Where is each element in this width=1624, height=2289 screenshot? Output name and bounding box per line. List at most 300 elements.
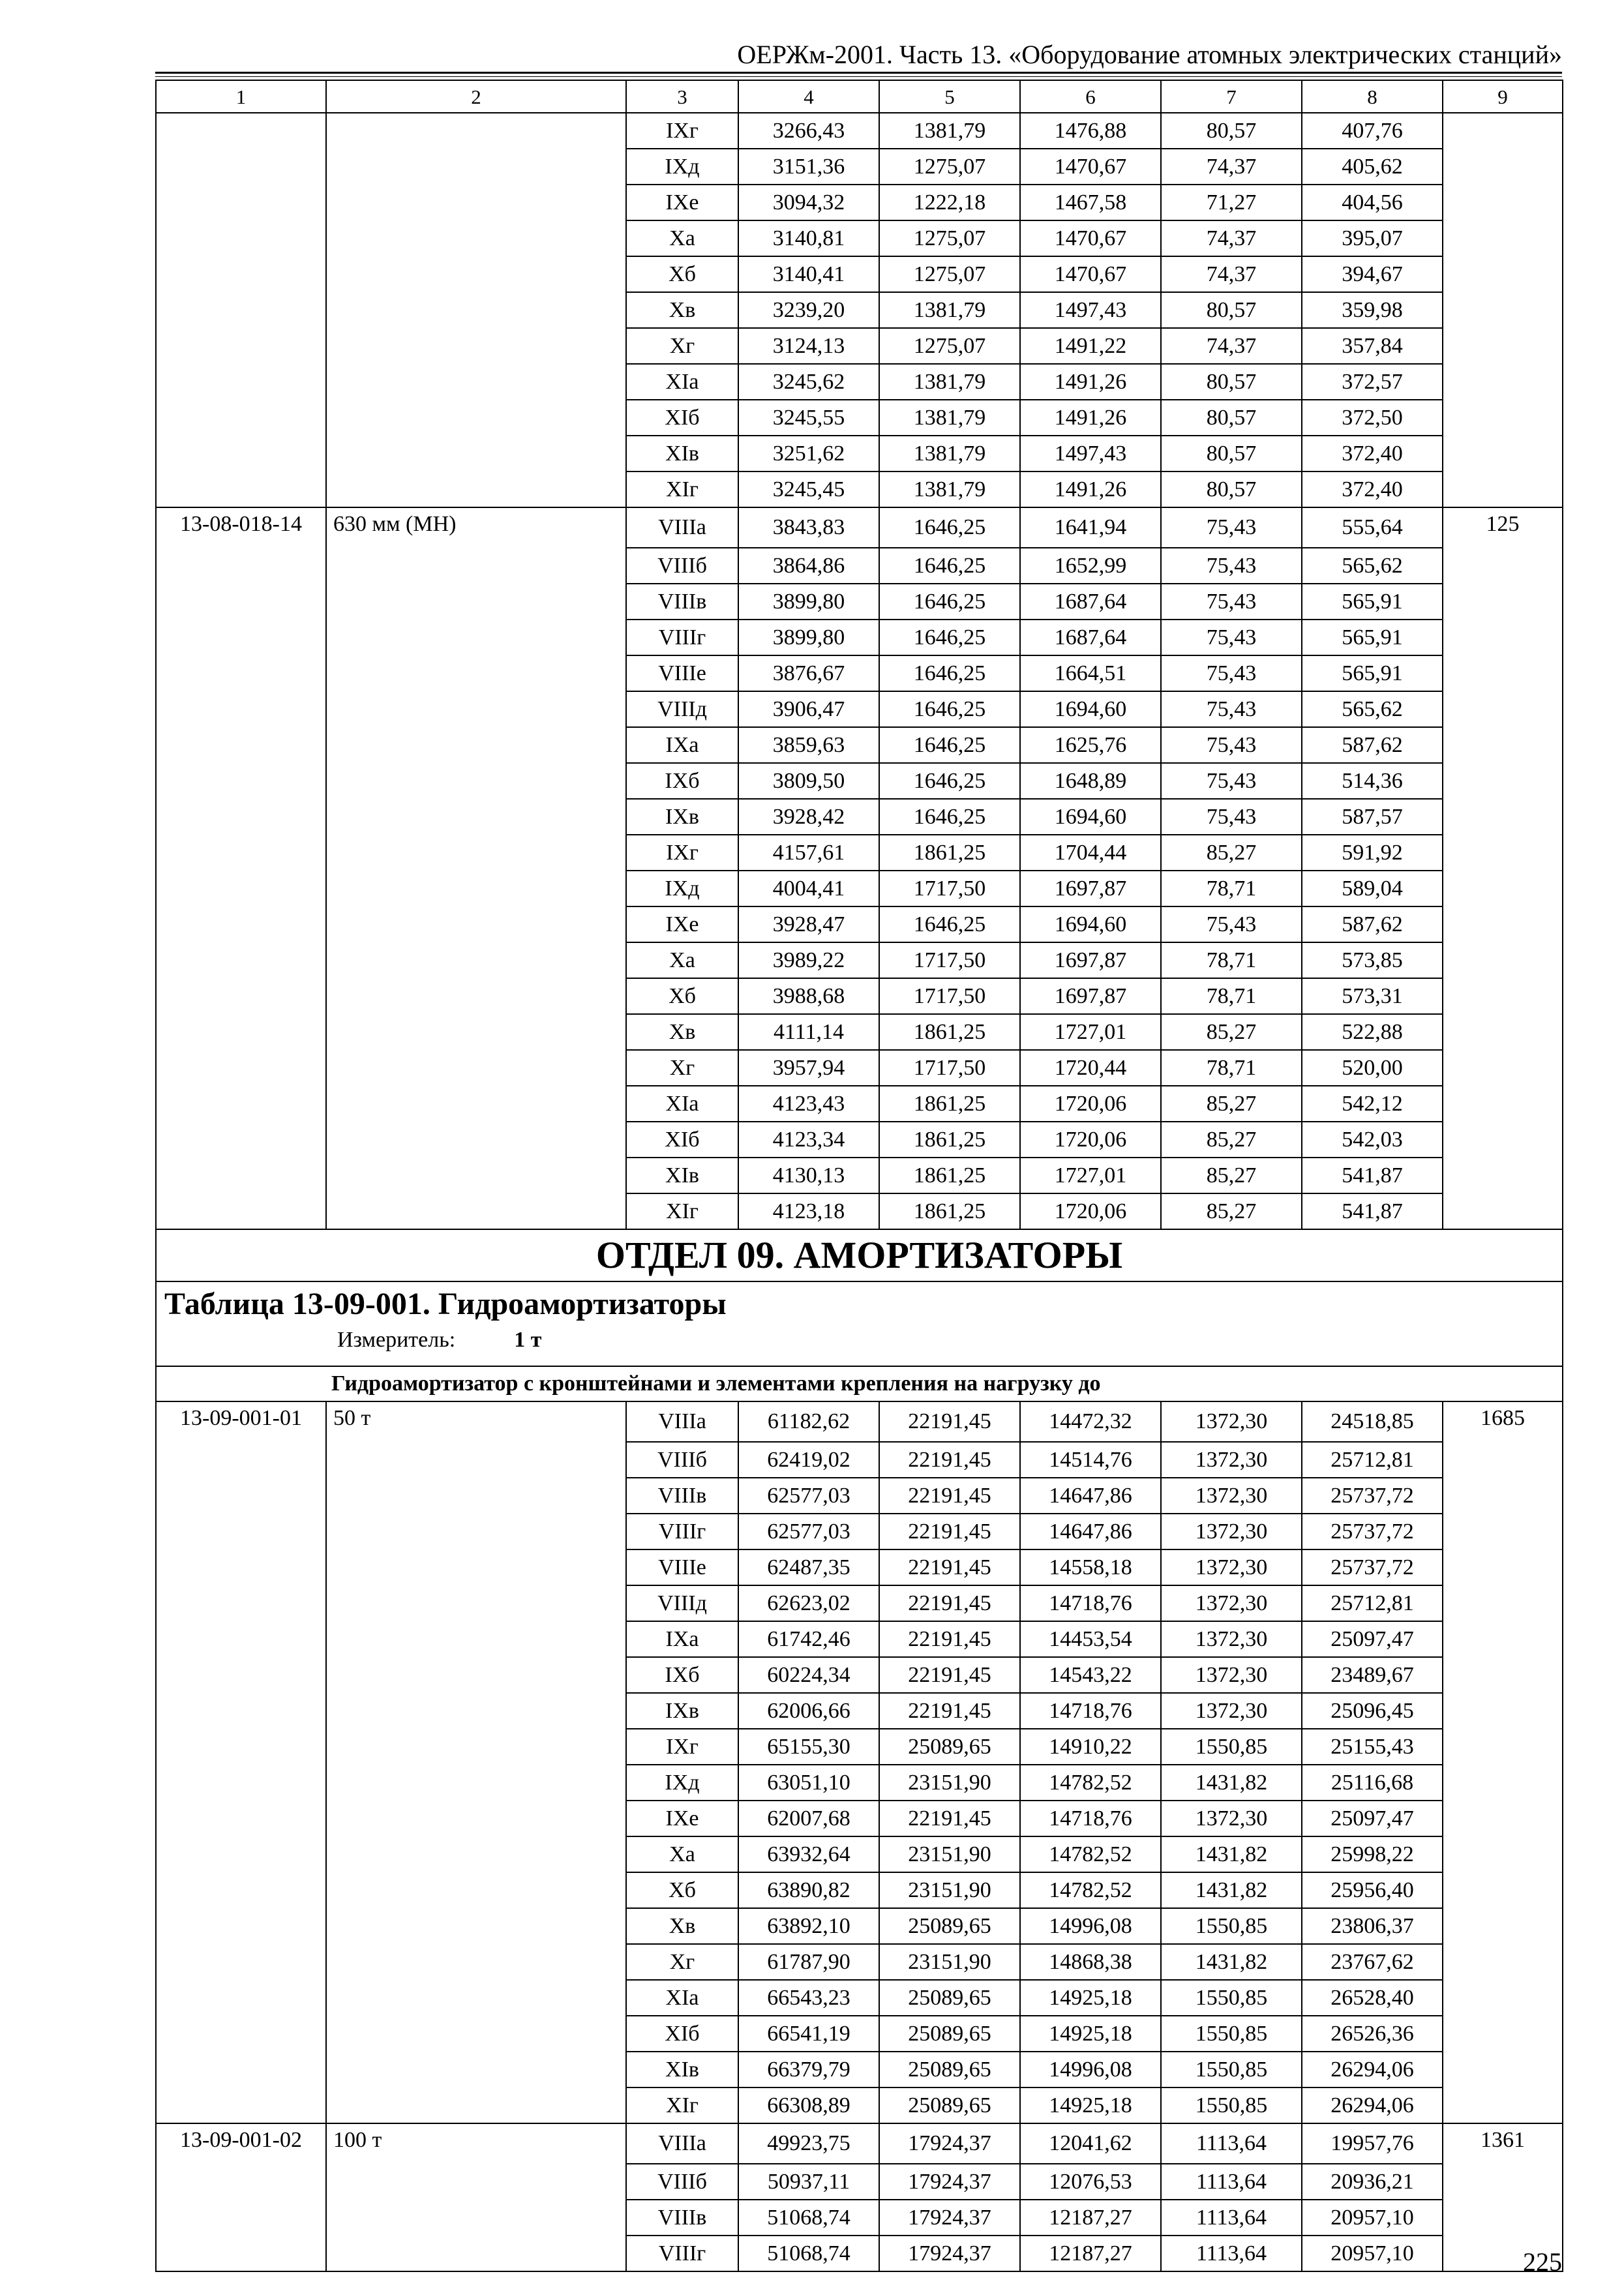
cell-value: 3245,62 xyxy=(738,364,879,400)
table-row xyxy=(156,584,1563,620)
table-row xyxy=(156,2016,1563,2052)
cell-value: 62419,02 xyxy=(738,1442,879,1478)
cell-value: 1646,25 xyxy=(879,799,1020,835)
cell-value: 14718,76 xyxy=(1020,1801,1161,1836)
cell-value: 61182,62 xyxy=(738,1401,879,1442)
cell-value: 85,27 xyxy=(1161,1086,1302,1122)
cell-name xyxy=(326,871,626,906)
table-title-row xyxy=(156,1281,1563,1366)
cell-code xyxy=(156,1872,326,1908)
cell-value: 25089,65 xyxy=(879,2052,1020,2087)
cell-value: 22191,45 xyxy=(879,1549,1020,1585)
cell-value: 1275,07 xyxy=(879,220,1020,256)
table-row xyxy=(156,691,1563,727)
cell-value: 12076,53 xyxy=(1020,2164,1161,2200)
cell-value: 74,37 xyxy=(1161,220,1302,256)
cell-value: XIв xyxy=(626,436,738,471)
table-row xyxy=(156,727,1563,763)
cell-value: IXа xyxy=(626,1621,738,1657)
cell-value: 78,71 xyxy=(1161,978,1302,1014)
cell-code xyxy=(156,2236,326,2271)
cell-value: IXг xyxy=(626,1729,738,1765)
cell-value: 4123,43 xyxy=(738,1086,879,1122)
cell-value: 22191,45 xyxy=(879,1401,1020,1442)
cell-value: 1372,30 xyxy=(1161,1401,1302,1442)
cell-value: 3876,67 xyxy=(738,655,879,691)
cell-value: 85,27 xyxy=(1161,835,1302,871)
cell-value: 74,37 xyxy=(1161,149,1302,185)
header-rule-thin xyxy=(155,76,1562,77)
cell-code xyxy=(156,548,326,584)
table-row xyxy=(156,1193,1563,1229)
table-row xyxy=(156,1765,1563,1801)
cell-value: 75,43 xyxy=(1161,548,1302,584)
cell-value: 1664,51 xyxy=(1020,655,1161,691)
cell-value: 1550,85 xyxy=(1161,2016,1302,2052)
cell-value: 1694,60 xyxy=(1020,691,1161,727)
cell-value: 1381,79 xyxy=(879,436,1020,471)
cell-value: Xв xyxy=(626,292,738,328)
cell-value: VIIIг xyxy=(626,2236,738,2271)
rate-col9-value: 1361 xyxy=(1443,2123,1563,2164)
cell-value: 3989,22 xyxy=(738,942,879,978)
cell-col9 xyxy=(1443,835,1563,871)
cell-col9 xyxy=(1443,1086,1563,1122)
cell-value: 541,87 xyxy=(1302,1193,1443,1229)
cell-value: 1694,60 xyxy=(1020,906,1161,942)
cell-value: XIа xyxy=(626,364,738,400)
cell-value: 1381,79 xyxy=(879,400,1020,436)
cell-value: 1648,89 xyxy=(1020,763,1161,799)
cell-col9 xyxy=(1443,1158,1563,1193)
cell-value: 25097,47 xyxy=(1302,1621,1443,1657)
cell-value: 1687,64 xyxy=(1020,584,1161,620)
cell-value: 1497,43 xyxy=(1020,436,1161,471)
cell-value: 62007,68 xyxy=(738,1801,879,1836)
cell-name xyxy=(326,1442,626,1478)
cell-name xyxy=(326,1836,626,1872)
table-row xyxy=(156,1836,1563,1872)
cell-value: 62006,66 xyxy=(738,1693,879,1729)
cell-col9 xyxy=(1443,1621,1563,1657)
cell-value: 26294,06 xyxy=(1302,2052,1443,2087)
cell-value: 22191,45 xyxy=(879,1693,1020,1729)
table-row xyxy=(156,185,1563,220)
cell-value: 1861,25 xyxy=(879,1122,1020,1158)
cell-name xyxy=(326,906,626,942)
cell-value: 14782,52 xyxy=(1020,1836,1161,1872)
cell-code xyxy=(156,1657,326,1693)
table-row xyxy=(156,220,1563,256)
cell-value: 1861,25 xyxy=(879,1086,1020,1122)
cell-col9 xyxy=(1443,978,1563,1014)
cell-name xyxy=(326,763,626,799)
cell-value: 63890,82 xyxy=(738,1872,879,1908)
cell-value: 14647,86 xyxy=(1020,1514,1161,1549)
cell-code xyxy=(156,871,326,906)
price-table xyxy=(155,80,1563,2272)
cell-value: 1372,30 xyxy=(1161,1478,1302,1514)
cell-value: 1697,87 xyxy=(1020,978,1161,1014)
cell-value: XIв xyxy=(626,2052,738,2087)
table-row xyxy=(156,799,1563,835)
cell-col9 xyxy=(1443,1585,1563,1621)
cell-value: 1470,67 xyxy=(1020,149,1161,185)
cell-col9 xyxy=(1443,364,1563,400)
cell-code xyxy=(156,1693,326,1729)
cell-value: 1550,85 xyxy=(1161,1729,1302,1765)
cell-name xyxy=(326,620,626,655)
cell-value: 25097,47 xyxy=(1302,1801,1443,1836)
cell-col9 xyxy=(1443,256,1563,292)
cell-name xyxy=(326,1693,626,1729)
cell-name xyxy=(326,1944,626,1980)
cell-value: 22191,45 xyxy=(879,1442,1020,1478)
cell-name xyxy=(326,1765,626,1801)
cell-value: 565,62 xyxy=(1302,548,1443,584)
cell-name xyxy=(326,942,626,978)
cell-value: 1550,85 xyxy=(1161,2087,1302,2123)
cell-code xyxy=(156,1801,326,1836)
cell-name xyxy=(326,149,626,185)
cell-value: IXд xyxy=(626,871,738,906)
cell-value: 78,71 xyxy=(1161,942,1302,978)
cell-value: 3988,68 xyxy=(738,978,879,1014)
cell-value: 17924,37 xyxy=(879,2123,1020,2164)
cell-value: 75,43 xyxy=(1161,507,1302,548)
cell-value: 404,56 xyxy=(1302,185,1443,220)
cell-value: 1372,30 xyxy=(1161,1514,1302,1549)
cell-value: 1113,64 xyxy=(1161,2200,1302,2236)
table-row xyxy=(156,1621,1563,1657)
cell-name xyxy=(326,220,626,256)
cell-value: 514,36 xyxy=(1302,763,1443,799)
cell-col9 xyxy=(1443,1050,1563,1086)
cell-value: 22191,45 xyxy=(879,1514,1020,1549)
cell-value: 1646,25 xyxy=(879,906,1020,942)
cell-code xyxy=(156,1050,326,1086)
cell-value: 565,91 xyxy=(1302,584,1443,620)
cell-value: 1687,64 xyxy=(1020,620,1161,655)
cell-value: 1275,07 xyxy=(879,328,1020,364)
cell-value: 1717,50 xyxy=(879,871,1020,906)
cell-value: 4004,41 xyxy=(738,871,879,906)
cell-value: 14718,76 xyxy=(1020,1585,1161,1621)
cell-name xyxy=(326,2200,626,2236)
cell-value: 1491,22 xyxy=(1020,328,1161,364)
table-row xyxy=(156,1585,1563,1621)
cell-value: 63051,10 xyxy=(738,1765,879,1801)
rate-name: 50 т xyxy=(326,1401,626,1442)
cell-value: 1431,82 xyxy=(1161,1836,1302,1872)
table-row xyxy=(156,1014,1563,1050)
cell-value: 12041,62 xyxy=(1020,2123,1161,2164)
cell-value: IXе xyxy=(626,1801,738,1836)
table-row xyxy=(156,1122,1563,1158)
rate-name: 630 мм (МН) xyxy=(326,507,626,548)
cell-value: VIIIб xyxy=(626,548,738,584)
cell-value: 1222,18 xyxy=(879,185,1020,220)
cell-value: 1431,82 xyxy=(1161,1765,1302,1801)
header-rule xyxy=(155,72,1562,74)
table-row xyxy=(156,149,1563,185)
cell-code xyxy=(156,1193,326,1229)
cell-value: 75,43 xyxy=(1161,799,1302,835)
cell-value: 49923,75 xyxy=(738,2123,879,2164)
cell-value: 1720,06 xyxy=(1020,1122,1161,1158)
cell-value: 22191,45 xyxy=(879,1478,1020,1514)
cell-name xyxy=(326,835,626,871)
cell-value: 26294,06 xyxy=(1302,2087,1443,2123)
column-number: 1 xyxy=(156,80,326,113)
cell-value: 407,76 xyxy=(1302,113,1443,149)
cell-value: 587,62 xyxy=(1302,906,1443,942)
cell-value: 1491,26 xyxy=(1020,400,1161,436)
cell-value: 1372,30 xyxy=(1161,1693,1302,1729)
cell-value: 3957,94 xyxy=(738,1050,879,1086)
cell-col9 xyxy=(1443,906,1563,942)
table-row xyxy=(156,471,1563,507)
cell-value: 62577,03 xyxy=(738,1514,879,1549)
cell-code xyxy=(156,256,326,292)
cell-value: 75,43 xyxy=(1161,727,1302,763)
cell-code xyxy=(156,1908,326,1944)
cell-value: 1113,64 xyxy=(1161,2123,1302,2164)
cell-value: 542,12 xyxy=(1302,1086,1443,1122)
cell-name xyxy=(326,584,626,620)
table-row xyxy=(156,507,1563,548)
cell-value: 1694,60 xyxy=(1020,799,1161,835)
cell-value: Xа xyxy=(626,942,738,978)
cell-name xyxy=(326,1621,626,1657)
cell-value: 74,37 xyxy=(1161,328,1302,364)
cell-value: 1717,50 xyxy=(879,942,1020,978)
cell-code xyxy=(156,942,326,978)
table-row xyxy=(156,655,1563,691)
cell-value: IXа xyxy=(626,727,738,763)
column-number: 5 xyxy=(879,80,1020,113)
cell-value: 1861,25 xyxy=(879,1014,1020,1050)
cell-col9 xyxy=(1443,328,1563,364)
cell-value: 60224,34 xyxy=(738,1657,879,1693)
column-number: 4 xyxy=(738,80,879,113)
cell-value: 1704,44 xyxy=(1020,835,1161,871)
cell-code xyxy=(156,364,326,400)
cell-value: Xа xyxy=(626,1836,738,1872)
table-row xyxy=(156,2052,1563,2087)
cell-value: Xб xyxy=(626,1872,738,1908)
cell-name xyxy=(326,1193,626,1229)
cell-value: 25956,40 xyxy=(1302,1872,1443,1908)
table-row xyxy=(156,256,1563,292)
cell-value: Xв xyxy=(626,1014,738,1050)
cell-value: 4130,13 xyxy=(738,1158,879,1193)
cell-value: XIг xyxy=(626,1193,738,1229)
cell-value: 25089,65 xyxy=(879,1729,1020,1765)
cell-value: 75,43 xyxy=(1161,691,1302,727)
cell-value: 66541,19 xyxy=(738,2016,879,2052)
table-row xyxy=(156,1549,1563,1585)
cell-value: VIIIе xyxy=(626,655,738,691)
cell-value: 22191,45 xyxy=(879,1657,1020,1693)
cell-value: 573,31 xyxy=(1302,978,1443,1014)
cell-col9 xyxy=(1443,1442,1563,1478)
cell-value: 75,43 xyxy=(1161,584,1302,620)
cell-value: 3245,55 xyxy=(738,400,879,436)
cell-value: 1467,58 xyxy=(1020,185,1161,220)
cell-value: 75,43 xyxy=(1161,655,1302,691)
cell-col9 xyxy=(1443,2052,1563,2087)
cell-code xyxy=(156,1621,326,1657)
cell-value: 71,27 xyxy=(1161,185,1302,220)
table-row xyxy=(156,2200,1563,2236)
cell-code xyxy=(156,1158,326,1193)
cell-col9 xyxy=(1443,2087,1563,2123)
cell-name xyxy=(326,256,626,292)
cell-value: Xг xyxy=(626,328,738,364)
cell-value: 51068,74 xyxy=(738,2236,879,2271)
cell-value: Xг xyxy=(626,1050,738,1086)
cell-name xyxy=(326,400,626,436)
cell-value: 61742,46 xyxy=(738,1621,879,1657)
cell-value: XIг xyxy=(626,471,738,507)
cell-name xyxy=(326,655,626,691)
cell-value: 50937,11 xyxy=(738,2164,879,2200)
cell-code xyxy=(156,2087,326,2123)
cell-value: 14647,86 xyxy=(1020,1478,1161,1514)
section-row xyxy=(156,1229,1563,1281)
cell-code xyxy=(156,2016,326,2052)
cell-value: 14472,32 xyxy=(1020,1401,1161,1442)
cell-name xyxy=(326,1908,626,1944)
cell-value: VIIIв xyxy=(626,584,738,620)
cell-code xyxy=(156,655,326,691)
cell-value: 3094,32 xyxy=(738,185,879,220)
cell-code xyxy=(156,763,326,799)
cell-value: 1646,25 xyxy=(879,655,1020,691)
cell-value: 1861,25 xyxy=(879,1158,1020,1193)
cell-value: 75,43 xyxy=(1161,763,1302,799)
cell-value: 17924,37 xyxy=(879,2164,1020,2200)
cell-value: 1381,79 xyxy=(879,364,1020,400)
cell-value: 26528,40 xyxy=(1302,1980,1443,2016)
table-row xyxy=(156,2123,1563,2164)
table-row xyxy=(156,1801,1563,1836)
cell-col9 xyxy=(1443,1908,1563,1944)
cell-name xyxy=(326,727,626,763)
cell-value: 25737,72 xyxy=(1302,1514,1443,1549)
cell-value: 80,57 xyxy=(1161,471,1302,507)
cell-value: 372,40 xyxy=(1302,471,1443,507)
cell-value: 14543,22 xyxy=(1020,1657,1161,1693)
cell-name xyxy=(326,1086,626,1122)
cell-code xyxy=(156,1765,326,1801)
cell-value: 1646,25 xyxy=(879,763,1020,799)
cell-value: 1646,25 xyxy=(879,548,1020,584)
table-row xyxy=(156,1944,1563,1980)
cell-value: 1491,26 xyxy=(1020,364,1161,400)
column-number: 2 xyxy=(326,80,626,113)
cell-name xyxy=(326,1122,626,1158)
table-row xyxy=(156,113,1563,149)
cell-value: 4123,18 xyxy=(738,1193,879,1229)
cell-value: 25712,81 xyxy=(1302,1442,1443,1478)
cell-col9 xyxy=(1443,1980,1563,2016)
cell-code xyxy=(156,471,326,507)
table-row xyxy=(156,1908,1563,1944)
cell-value: 3124,13 xyxy=(738,328,879,364)
cell-code xyxy=(156,292,326,328)
cell-code xyxy=(156,978,326,1014)
cell-value: 85,27 xyxy=(1161,1014,1302,1050)
cell-value: 1470,67 xyxy=(1020,256,1161,292)
cell-value: 14996,08 xyxy=(1020,2052,1161,2087)
cell-value: IXв xyxy=(626,1693,738,1729)
cell-value: 23151,90 xyxy=(879,1872,1020,1908)
table-row xyxy=(156,1729,1563,1765)
column-number: 9 xyxy=(1443,80,1563,113)
table-row xyxy=(156,2164,1563,2200)
cell-name xyxy=(326,1514,626,1549)
cell-value: 405,62 xyxy=(1302,149,1443,185)
cell-value: 1697,87 xyxy=(1020,871,1161,906)
rate-code: 13-09-001-01 xyxy=(156,1401,326,1442)
cell-value: 591,92 xyxy=(1302,835,1443,871)
cell-value: 85,27 xyxy=(1161,1158,1302,1193)
cell-code xyxy=(156,328,326,364)
cell-col9 xyxy=(1443,942,1563,978)
cell-value: 565,91 xyxy=(1302,655,1443,691)
cell-value: 4157,61 xyxy=(738,835,879,871)
cell-value: 541,87 xyxy=(1302,1158,1443,1193)
cell-value: VIIIг xyxy=(626,620,738,655)
cell-col9 xyxy=(1443,2200,1563,2236)
cell-value: 17924,37 xyxy=(879,2200,1020,2236)
cell-value: 395,07 xyxy=(1302,220,1443,256)
cell-value: 78,71 xyxy=(1161,1050,1302,1086)
cell-value: 1372,30 xyxy=(1161,1657,1302,1693)
table-row xyxy=(156,292,1563,328)
cell-value: 522,88 xyxy=(1302,1014,1443,1050)
cell-value: 4123,34 xyxy=(738,1122,879,1158)
cell-name xyxy=(326,364,626,400)
cell-value: 75,43 xyxy=(1161,906,1302,942)
cell-value: 14868,38 xyxy=(1020,1944,1161,1980)
cell-name xyxy=(326,1980,626,2016)
rate-code: 13-08-018-14 xyxy=(156,507,326,548)
cell-value: 74,37 xyxy=(1161,256,1302,292)
cell-col9 xyxy=(1443,1693,1563,1729)
cell-code xyxy=(156,113,326,149)
cell-value: 587,57 xyxy=(1302,799,1443,835)
cell-value: 62487,35 xyxy=(738,1549,879,1585)
cell-value: VIIIа xyxy=(626,507,738,548)
cell-value: 23767,62 xyxy=(1302,1944,1443,1980)
cell-value: VIIIв xyxy=(626,1478,738,1514)
cell-value: 25089,65 xyxy=(879,2016,1020,2052)
cell-name xyxy=(326,691,626,727)
cell-col9 xyxy=(1443,1193,1563,1229)
cell-value: 65155,30 xyxy=(738,1729,879,1765)
cell-value: XIб xyxy=(626,400,738,436)
column-number: 8 xyxy=(1302,80,1443,113)
cell-value: 587,62 xyxy=(1302,727,1443,763)
cell-value: 3864,86 xyxy=(738,548,879,584)
cell-value: 3266,43 xyxy=(738,113,879,149)
table-row xyxy=(156,871,1563,906)
table-row xyxy=(156,1050,1563,1086)
cell-value: VIIIб xyxy=(626,2164,738,2200)
